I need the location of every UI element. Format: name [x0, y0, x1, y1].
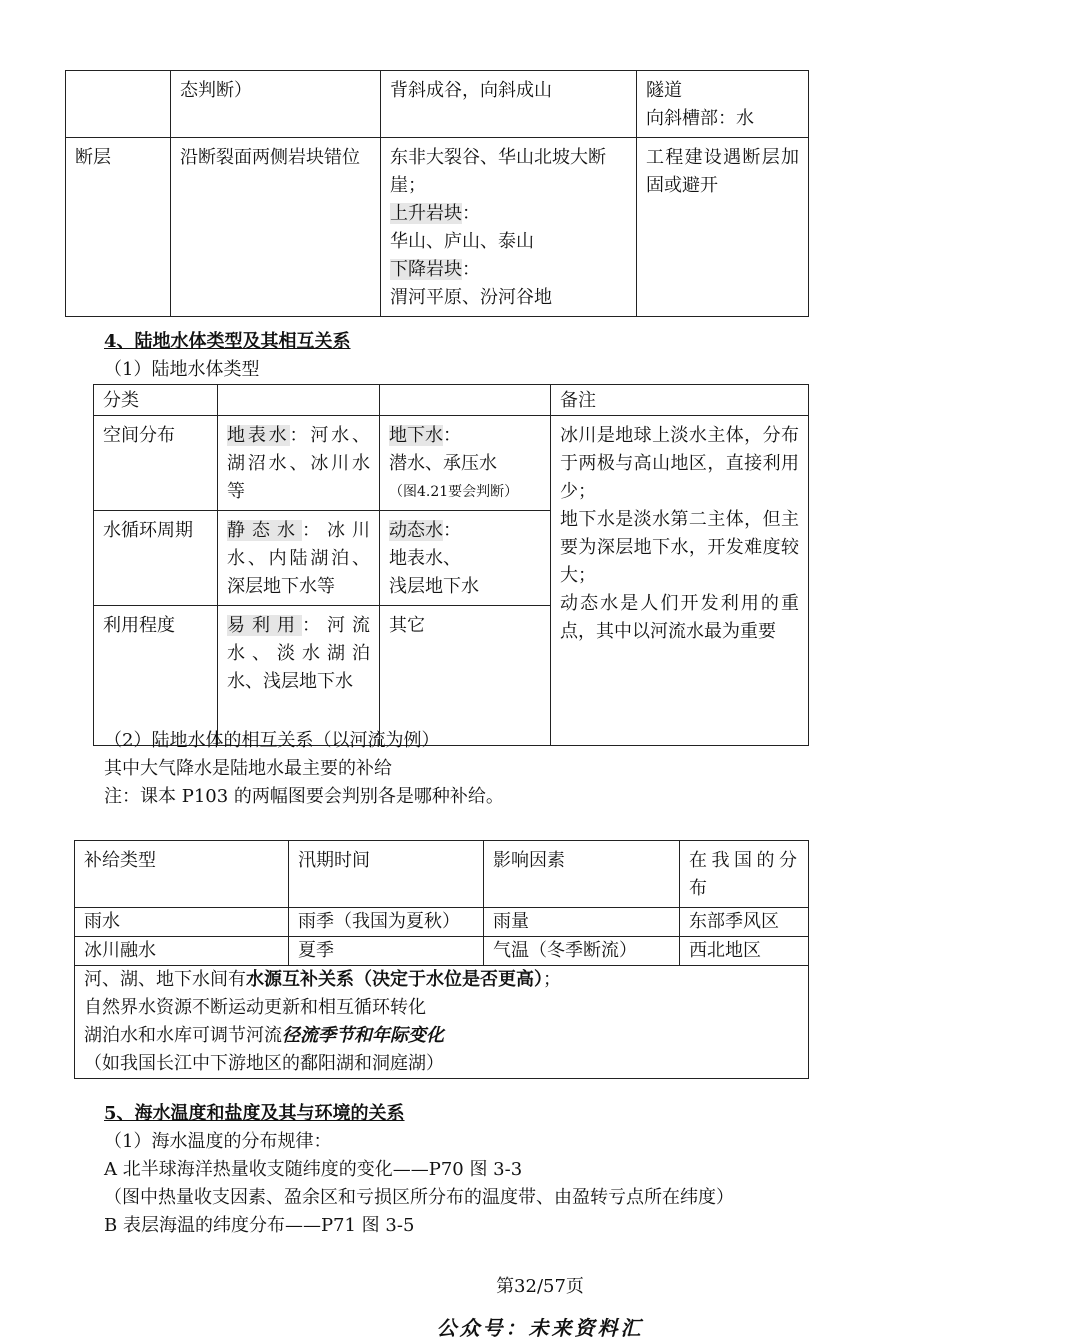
section-heading: 4、陆地水体类型及其相互关系 [104, 331, 351, 352]
cell-line [389, 422, 541, 450]
table-cell [380, 385, 551, 416]
cell-line: 地表水、 [389, 548, 461, 569]
cell-line: 隧道 [646, 80, 682, 101]
table-cell: 空间分布 [94, 416, 218, 511]
table-cell: 西北地区 [680, 937, 809, 966]
table-cell: 背斜成谷，向斜成山 [381, 71, 637, 138]
rock-structure-table [65, 70, 809, 317]
sub-heading: （1）海水温度的分布规律： [104, 1131, 332, 1152]
cell-line: 向斜槽部：水 [646, 108, 754, 129]
sub-heading: （1）陆地水体类型 [104, 359, 260, 380]
bold-text: 水源互补关系（决定于水位是否更高） [246, 969, 543, 990]
cell-text: ：河水、湖沼水、冰川水等 [227, 425, 370, 502]
table-cell: 夏季 [289, 937, 484, 966]
cell-text: 河、湖、地下水间有 [84, 969, 246, 990]
sub-heading: （2）陆地水体的相互关系（以河流为例） [104, 730, 440, 751]
table-cell: 汛期时间 [289, 841, 484, 908]
cell-line: 华山、庐山、泰山 [390, 231, 534, 252]
highlight-term: 地表水 [227, 425, 290, 446]
highlight-term: 上升岩块 [390, 203, 462, 224]
cell-text: （如我国长江中下游地区的鄱阳湖和洞庭湖） [84, 1053, 444, 1074]
table-row [66, 71, 809, 138]
watermark-text: 公众号：未来资料汇 [436, 1316, 644, 1340]
table-row [66, 138, 809, 317]
table-cell: 冰川融水 [75, 937, 289, 966]
bold-italic-text: 径流季节和年际变化 [282, 1025, 444, 1046]
table-row [75, 937, 809, 966]
remark-line: 冰川是地球上淡水主体，分布于两极与高山地区，直接利用少； [560, 425, 799, 502]
table-cell [380, 416, 551, 511]
remark-line: 动态水是人们开发利用的重点，其中以河流水最为重要 [560, 593, 799, 642]
table-cell [380, 511, 551, 606]
table-cell: 水循环周期 [94, 511, 218, 606]
highlight-term: 下降岩块 [390, 259, 462, 280]
highlight-term: 地下水 [389, 425, 443, 446]
cell-text: 湖泊水和水库可调节河流 [84, 1025, 282, 1046]
table-cell [218, 416, 380, 511]
table-cell: 补给类型 [75, 841, 289, 908]
cell-line [390, 256, 627, 284]
table-row [75, 966, 809, 1079]
table-cell: 雨量 [484, 908, 680, 937]
cell-text: ：河流水、淡水湖泊水、浅层地下水 [227, 615, 370, 692]
cell-note: （图4.21要会判断） [389, 484, 519, 500]
table-header-row [75, 841, 809, 908]
cell-line [84, 1022, 799, 1078]
table-cell [218, 511, 380, 606]
table-row [75, 908, 809, 937]
table-cell: 雨水 [75, 908, 289, 937]
cell-line: 浅层地下水 [389, 576, 479, 597]
table-cell [381, 138, 637, 317]
table-cell [637, 71, 809, 138]
table-cell: 在我国的分布 [680, 841, 809, 908]
table-cell: 东部季风区 [680, 908, 809, 937]
remark-line: 地下水是淡水第二主体，但主要为深层地下水，开发难度较大； [560, 509, 799, 586]
cell-line: 潜水、承压水 [389, 453, 497, 474]
section-heading: 5、海水温度和盐度及其与环境的关系 [104, 1103, 405, 1124]
table-cell: 影响因素 [484, 841, 680, 908]
table-cell: 雨季（我国为夏秋） [289, 908, 484, 937]
table-cell: 沿断裂面两侧岩块错位 [171, 138, 381, 317]
cell-line: 东非大裂谷、华山北坡大断崖； [390, 147, 606, 196]
table-cell: 气温（冬季断流） [484, 937, 680, 966]
land-water-types-table [93, 384, 809, 746]
table-cell [66, 71, 171, 138]
table-row [94, 416, 809, 511]
body-text: 注：课本 P103 的两幅图要会判别各是哪种补给。 [104, 786, 504, 807]
cell-text: ： [462, 259, 480, 280]
body-text: 其中大气降水是陆地水最主要的补给 [104, 758, 392, 779]
table-cell [218, 385, 380, 416]
cell-line [390, 200, 627, 228]
table-cell [218, 606, 380, 746]
body-text: B 表层海温的纬度分布——P71 图 3-5 [104, 1215, 415, 1236]
cell-text: ：冰川水、内陆湖泊、深层地下水等 [227, 520, 370, 597]
cell-text: ； [543, 969, 561, 990]
table-cell: 断层 [66, 138, 171, 317]
table-cell: 备注 [551, 385, 809, 416]
table-cell: 其它 [380, 606, 551, 746]
table-header-row [94, 385, 809, 416]
cell-line: 自然界水资源不断运动更新和相互循环转化 [84, 997, 426, 1018]
remarks-cell [551, 416, 809, 746]
merged-cell [75, 966, 809, 1079]
cell-text: ： [462, 203, 480, 224]
cell-line [84, 966, 799, 994]
highlight-term: 易利用 [227, 615, 302, 636]
page-number: 第32/57页 [496, 1276, 584, 1297]
body-text: （图中热量收支因素、盈余区和亏损区所分布的温度带、由盈转亏点所在纬度） [104, 1187, 734, 1208]
highlight-term: 动态水 [389, 520, 443, 541]
highlight-term: 静态水 [227, 520, 302, 541]
table-cell: 利用程度 [94, 606, 218, 746]
table-cell: 分类 [94, 385, 218, 416]
table-cell: 态判断） [171, 71, 381, 138]
cell-line: 渭河平原、汾河谷地 [390, 287, 552, 308]
river-recharge-table [74, 840, 809, 1079]
body-text: A 北半球海洋热量收支随纬度的变化——P70 图 3-3 [104, 1159, 523, 1180]
table-cell: 工程建设遇断层加固或避开 [637, 138, 809, 317]
cell-text: ： [443, 425, 461, 446]
cell-line [389, 517, 541, 545]
cell-text: ： [443, 520, 461, 541]
